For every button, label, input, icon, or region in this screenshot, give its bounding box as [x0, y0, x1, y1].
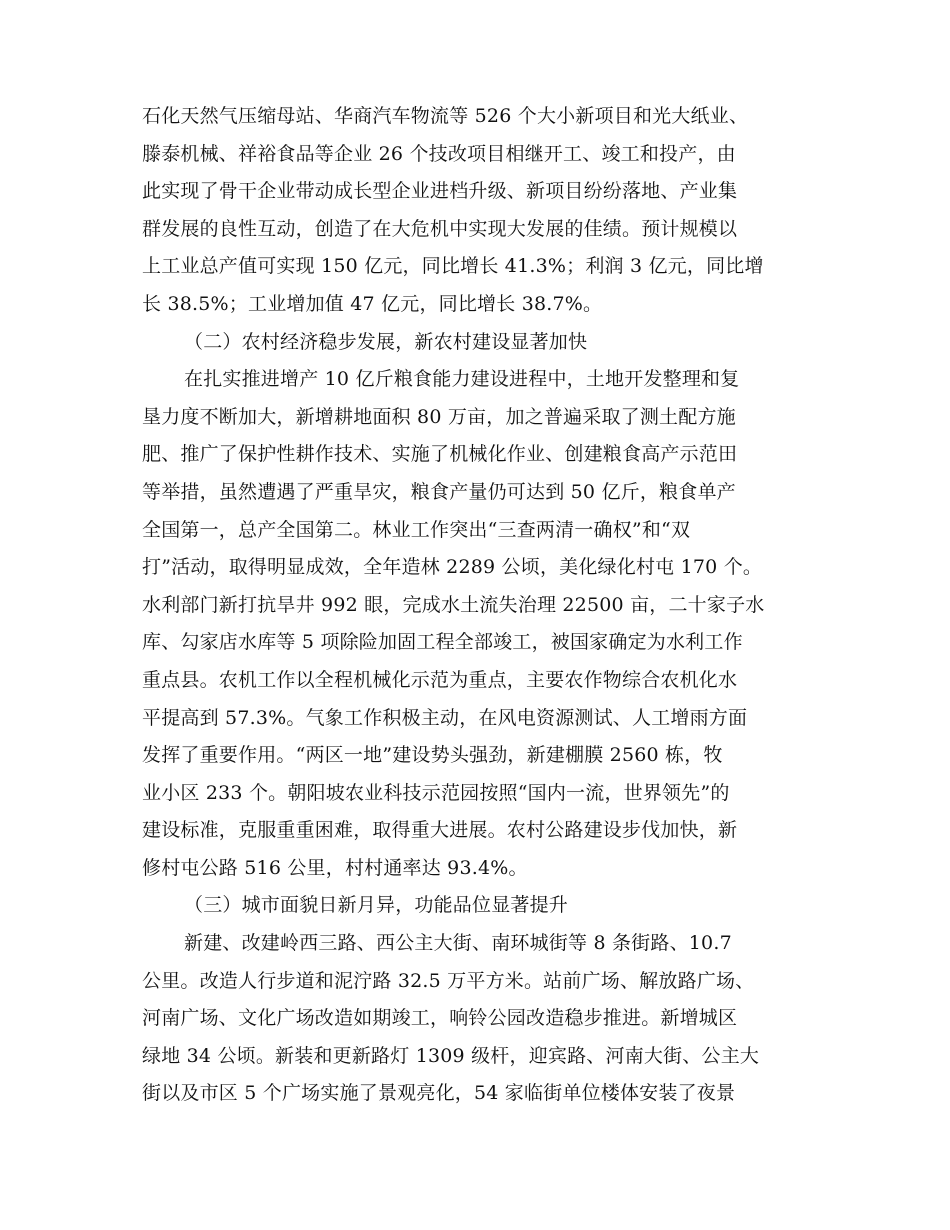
- body-text-line: 重点县。农机工作以全程机械化示范为重点，主要农作物综合农机化水: [142, 668, 738, 691]
- body-text-line: 发挥了重要作用。“两区一地”建设势头强劲，新建棚膜 2560 栋，牧: [142, 744, 723, 767]
- document-page: [142, 98, 822, 1113]
- body-text-line: 长 38.5%；工业增加值 47 亿元，同比增长 38.7%。: [142, 292, 603, 315]
- body-text-line: 等举措，虽然遭遇了严重旱灾，粮食产量仍可达到 50 亿斤，粮食单产: [142, 480, 736, 503]
- body-text-line: 业小区 233 个。朝阳坡农业科技示范园按照“国内一流，世界领先”的: [142, 781, 730, 804]
- body-text-line: 建设标准，克服重重困难，取得重大进展。农村公路建设步伐加快，新: [142, 819, 738, 842]
- body-text-line: 街以及市区 5 个广场实施了景观亮化，54 家临街单位楼体安装了夜景: [142, 1082, 736, 1105]
- body-text-line: 绿地 34 公顷。新装和更新路灯 1309 级杆，迎宾路、河南大街、公主大: [142, 1044, 760, 1067]
- body-text-line: 河南广场、文化广场改造如期竣工，响铃公园改造稳步推进。新增城区: [142, 1007, 738, 1030]
- body-text-line: 群发展的良性互动，创造了在大危机中实现大发展的佳绩。预计规模以: [142, 217, 738, 240]
- body-text-line: 垦力度不断加大，新增耕地面积 80 万亩，加之普遍采取了测土配方施: [142, 405, 736, 428]
- body-text-line: 公里。改造人行步道和泥泞路 32.5 万平方米。站前广场、解放路广场、: [142, 969, 755, 992]
- body-text-line: 在扎实推进增产 10 亿斤粮食能力建设进程中，土地开发整理和复: [184, 368, 740, 391]
- body-text-line: 库、勾家店水库等 5 项除险加固工程全部竣工，被国家确定为水利工作: [142, 631, 743, 654]
- body-text-line: 上工业总产值可实现 150 亿元，同比增长 41.3%；利润 3 亿元，同比增: [142, 255, 764, 278]
- body-text-line: 打”活动，取得明显成效，全年造林 2289 公顷，美化绿化村屯 170 个。: [142, 556, 763, 579]
- body-text-line: 石化天然气压缩母站、华商汽车物流等 526 个大小新项目和光大纸业、: [142, 105, 749, 127]
- body-text-line: 肥、推广了保护性耕作技术、实施了机械化作业、创建粮食高产示范田: [142, 443, 738, 466]
- body-text-line: 滕泰机械、祥裕食品等企业 26 个技改项目相继开工、竣工和投产，由: [142, 142, 736, 165]
- section-heading: （三）城市面貌日新月异，功能品位显著提升: [184, 894, 569, 917]
- section-heading: （二）农村经济稳步发展，新农村建设显著加快: [184, 330, 588, 353]
- body-text-line: 全国第一，总产全国第二。林业工作突出“三查两清一确权”和“双: [142, 518, 691, 541]
- body-text-line: 水利部门新打抗旱井 992 眼，完成水土流失治理 22500 亩，二十家子水: [142, 593, 765, 616]
- body-text-line: 平提高到 57.3%。气象工作积极主动，在风电资源测试、人工增雨方面: [142, 706, 748, 729]
- body-text-line: 新建、改建岭西三路、西公主大街、南环城街等 8 条街路、10.7: [184, 932, 732, 955]
- body-text-line: 修村屯公路 516 公里，村村通率达 93.4%。: [142, 856, 528, 879]
- body-text-line: 此实现了骨干企业带动成长型企业进档升级、新项目纷纷落地、产业集: [142, 180, 738, 203]
